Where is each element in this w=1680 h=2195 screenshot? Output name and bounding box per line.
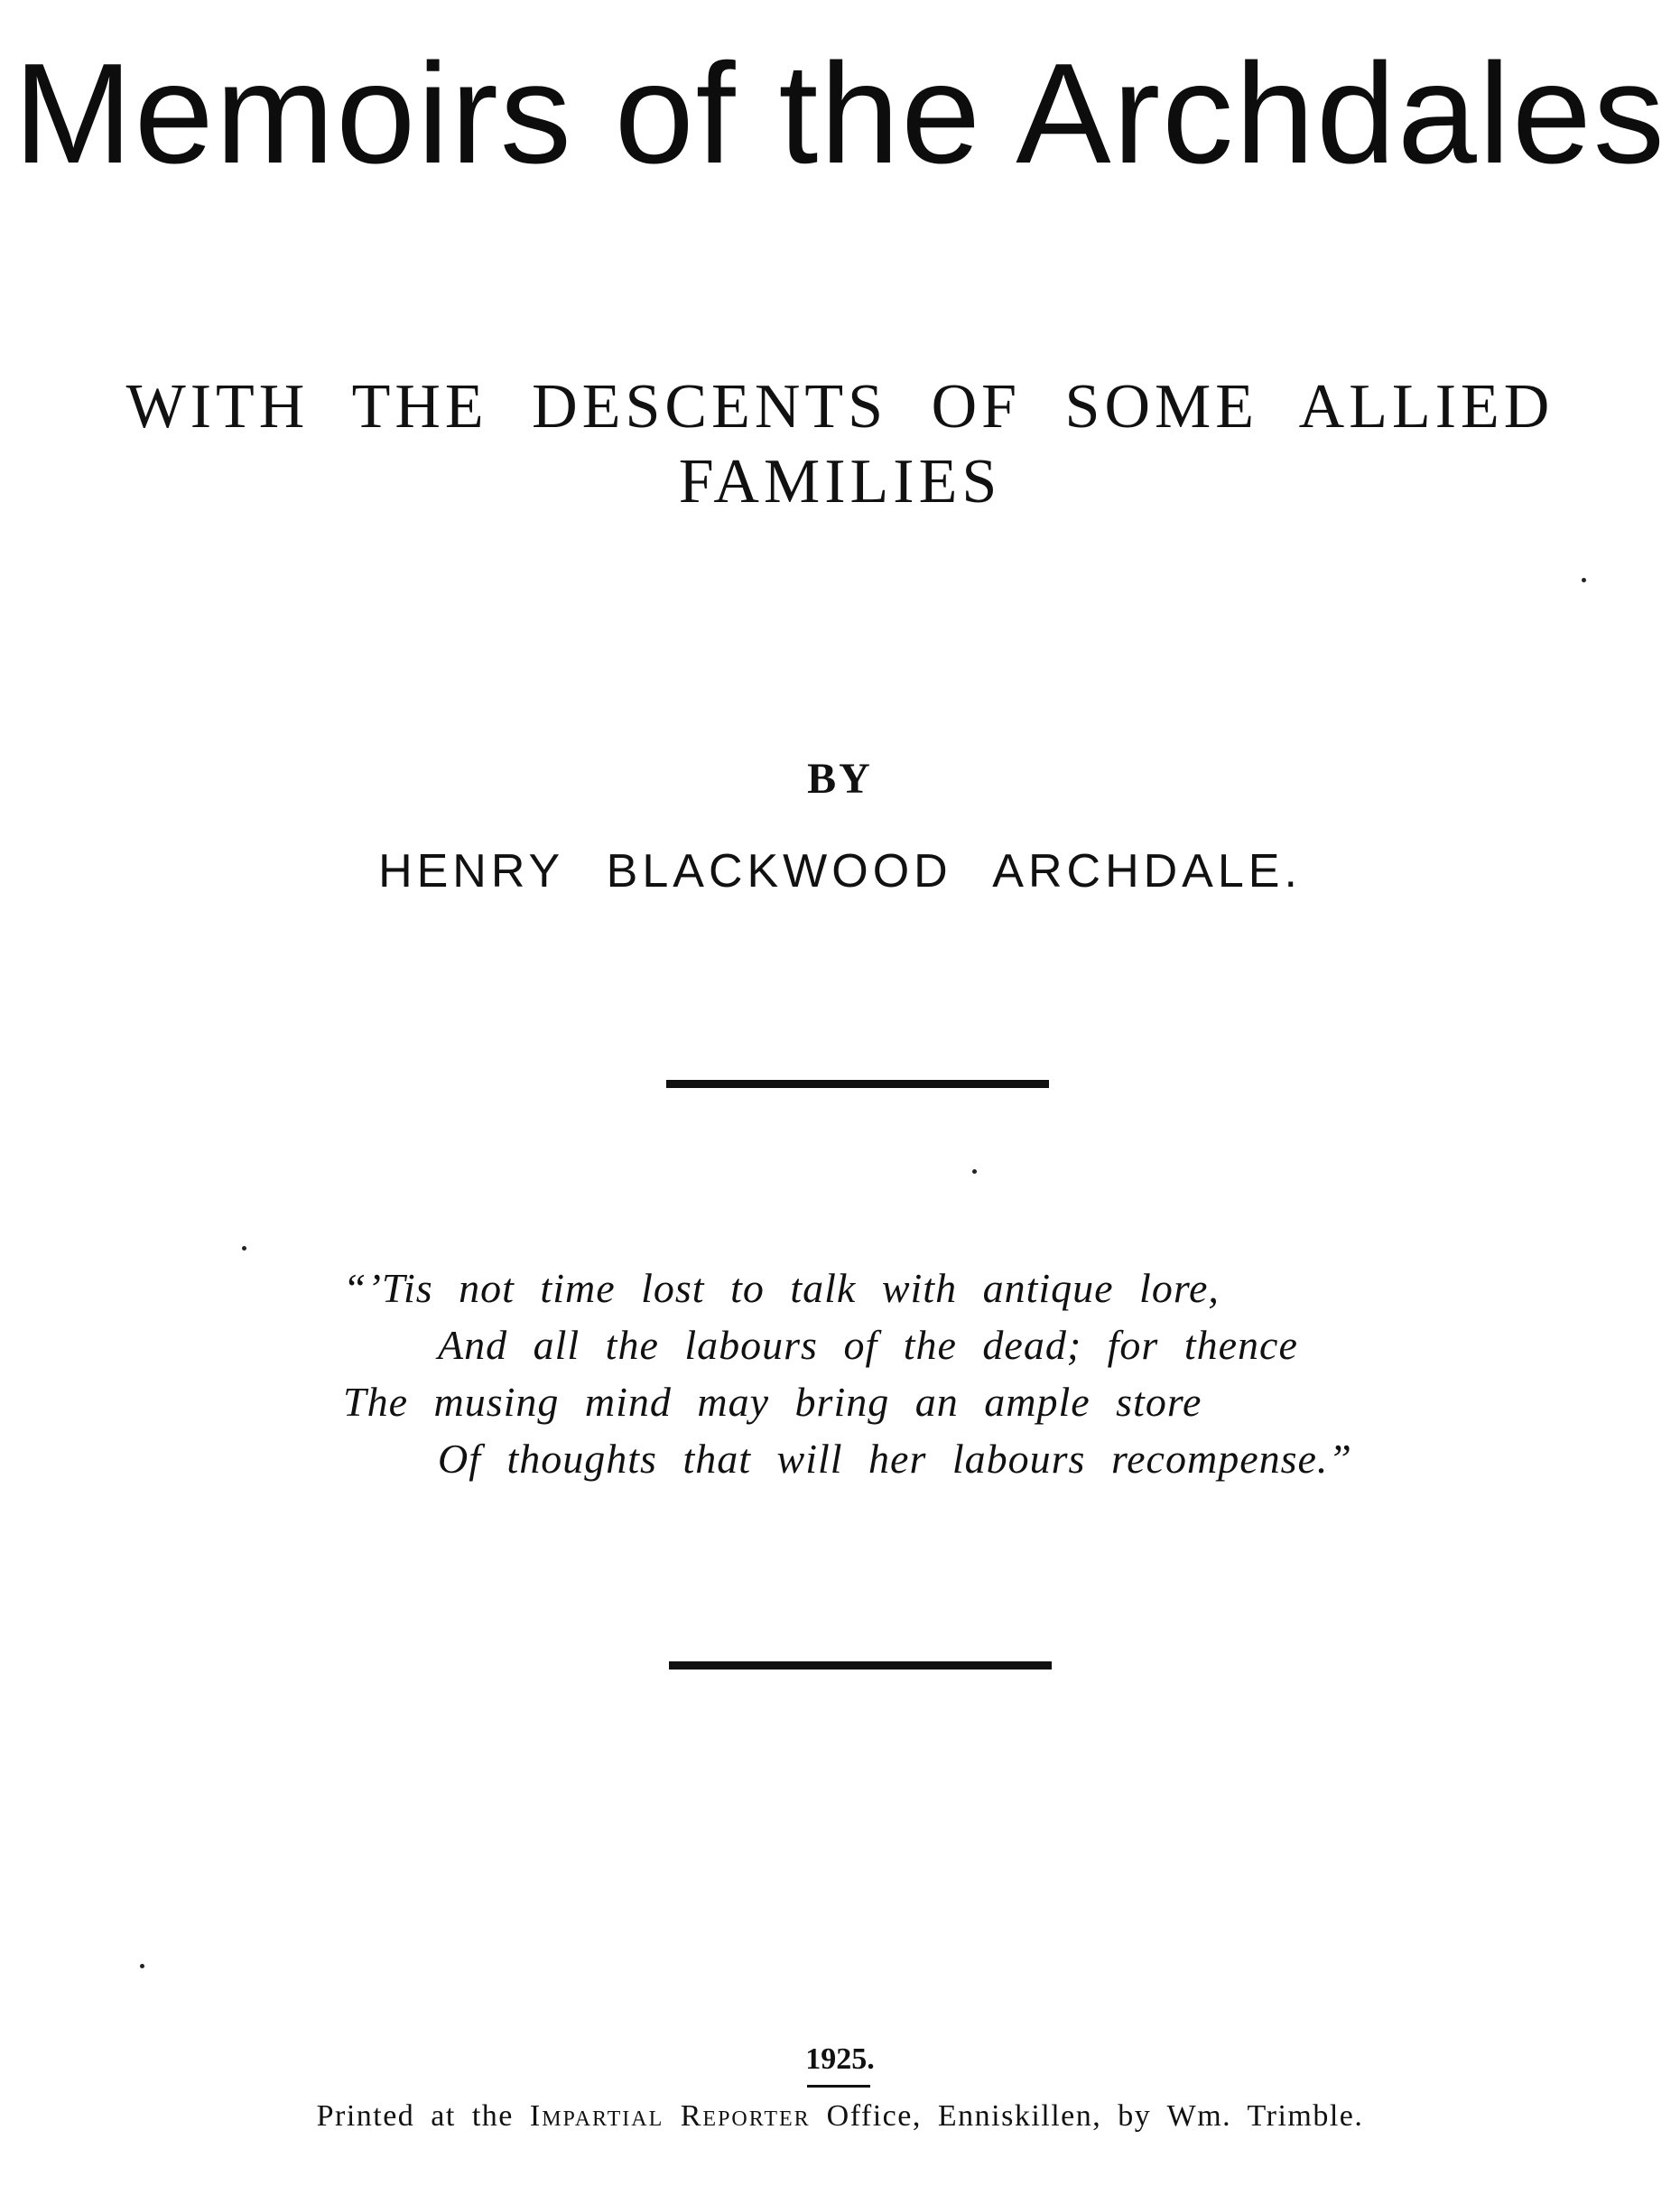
printer-imprint (0, 2099, 1680, 2134)
epigraph (343, 1260, 1426, 1487)
epigraph-line-4: Of thoughts that will her labours recompense.” (438, 1436, 1353, 1482)
epigraph-line-2: And all the labours of the dead; for thence (438, 1322, 1298, 1368)
subtitle-line-1: WITH THE DESCENTS OF SOME ALLIED (125, 372, 1555, 442)
scan-speck (140, 1964, 144, 1968)
scan-speck (242, 1246, 246, 1251)
publication-year: 1925. (805, 2042, 875, 2076)
epigraph-line-3: The musing mind may bring an ample store (343, 1379, 1202, 1425)
author-name: HENRY BLACKWOOD ARCHDALE. (378, 845, 1302, 898)
printer-suffix: Office, Enniskillen, by Wm. Trimble. (826, 2099, 1364, 2133)
book-title: Memoirs of the Archdales (14, 34, 1666, 193)
printer-prefix: Printed at the (316, 2099, 514, 2133)
scan-speck (972, 1169, 977, 1174)
divider-rule-top (666, 1080, 1049, 1088)
year-underline (807, 2085, 870, 2088)
subtitle (90, 370, 1590, 519)
divider-rule-bottom (669, 1661, 1052, 1670)
publication-name: Impartial Reporter (529, 2099, 811, 2133)
subtitle-line-2: FAMILIES (678, 446, 1002, 516)
by-label: BY (807, 755, 873, 803)
scan-speck (1582, 578, 1586, 582)
epigraph-line-1: “’Tis not time lost to talk with antique lore, (343, 1265, 1220, 1311)
